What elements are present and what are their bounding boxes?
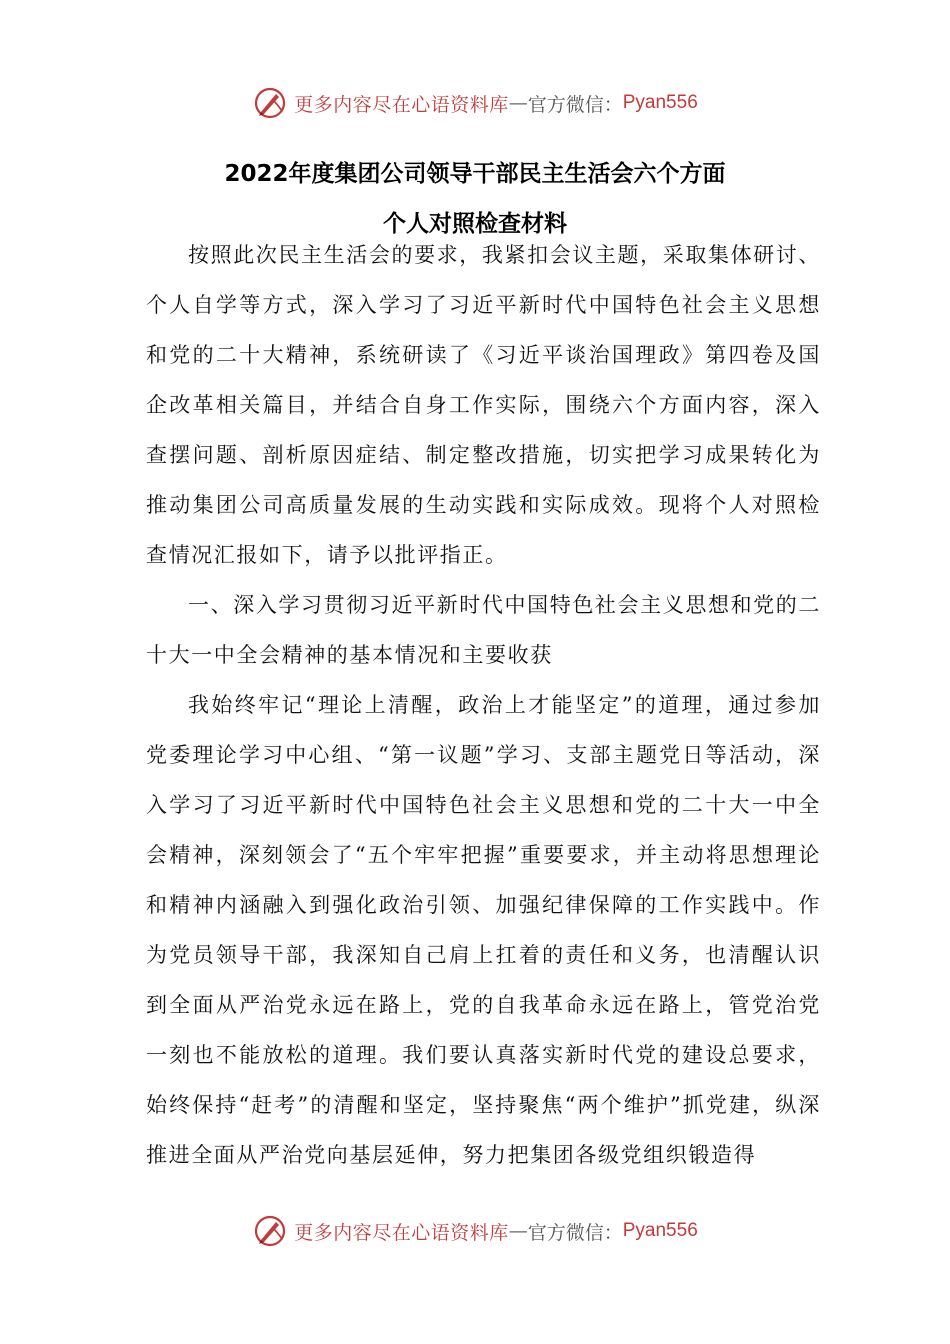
watermark-banner-top [0, 83, 950, 123]
watermark-wechat-id: Pyan556 [622, 92, 698, 113]
section-heading-1: 一、深入学习贯彻习近平新时代中国特色社会主义思想和党的二十大一中全会精神的基本情况和主要收获 [146, 593, 821, 667]
watermark-separator: — [508, 92, 528, 114]
pen-circle-logo-icon [252, 1213, 288, 1249]
watermark-wechat-id: Pyan556 [622, 1220, 698, 1241]
pen-circle-logo-icon [252, 85, 288, 121]
paragraph-intro: 按照此次民主生活会的要求，我紧扣会议主题，采取集体研讨、个人自学等方式，深入学习了习近平新时代中国特色社会主义思想和党的二十大精神，系统研读了《习近平谈治国理政》第四卷及国企改革相关篇目，并结合自身工作实际，围绕六个方面内容，深入查摆问题、剖析原因症结、制定整改措施，切实把学习成果转化为推动集团公司高质量发展的生动实践和实际成效。现将个人对照检查情况汇报如下，请予以批评指正。 [146, 243, 821, 567]
watermark-separator: — [508, 1220, 528, 1242]
watermark-official-label: 官方微信： [527, 1221, 623, 1244]
document-body [146, 230, 821, 1180]
watermark-brand-text: 更多内容尽在心语资料库 [294, 1221, 509, 1244]
document-title-line2: 个人对照检查材料 [383, 211, 567, 237]
paragraph-section-1: 我始终牢记“理论上清醒，政治上才能坚定”的道理，通过参加党委理论学习中心组、“第一议题”学习、支部主题党日等活动，深入学习了习近平新时代中国特色社会主义思想和党的二十大一中全会精神，深刻领会了“五个牢牢把握”重要要求，并主动将思想理论和精神内涵融入到强化政治引领、加强纪律保障的工作实践中。作为党员领导干部，我深知自己肩上扛着的责任和义务，也清醒认识到全面从严治党永远在路上，党的自我革命永远在路上，管党治党一刻也不能放松的道理。我们要认真落实新时代党的建设总要求，始终保持“赶考”的清醒和坚定，坚持聚焦“两个维护”抓党建，纵深推进全面从严治党向基层延伸，努力把集团各级党组织锻造得 [146, 693, 821, 1167]
document-title-line1: 2022年度集团公司领导干部民主生活会六个方面 [224, 161, 726, 187]
watermark-brand-text: 更多内容尽在心语资料库 [294, 93, 509, 116]
watermark-banner-bottom [0, 1211, 950, 1251]
watermark-official-label: 官方微信： [527, 93, 623, 116]
